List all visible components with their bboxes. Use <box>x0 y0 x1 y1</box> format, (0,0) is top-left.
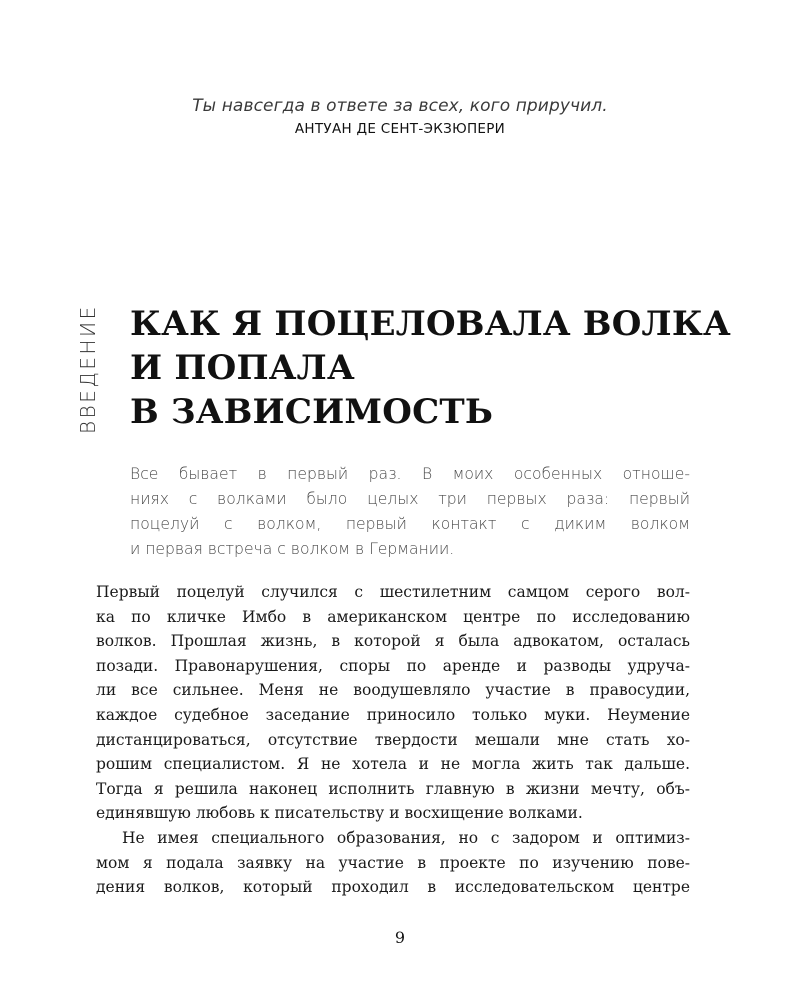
body-line: единявшую любовь к писательству и восхищение волками. <box>96 804 583 823</box>
epigraph <box>0 94 800 137</box>
chapter-title-line: И ПОПАЛА <box>130 348 355 388</box>
lead-line: поцелуй с волком, первый контакт с диким волком <box>130 515 690 533</box>
body-line: дистанцироваться, отсутствие твердости мешали мне стать хо- <box>96 730 690 749</box>
body-line: дения волков, который проходил в исследовательском центре <box>96 878 690 897</box>
lead-line: Все бывает в первый раз. В моих особенных отноше- <box>130 465 690 483</box>
body-line: Тогда я решила наконец исполнить главную в жизни мечту, объ- <box>96 779 690 798</box>
lead-line: ниях с волками было целых три первых раза: первый <box>130 490 690 508</box>
lead-line: и первая встреча с волком в Германии. <box>130 540 455 558</box>
body-line: волков. Прошлая жизнь, в которой я была адвокатом, осталась <box>96 632 690 651</box>
page-number: 9 <box>394 928 406 947</box>
chapter-title-line: В ЗАВИСИМОСТЬ <box>130 392 494 432</box>
body-line: мом я подала заявку на участие в проекте по изучению пове- <box>96 853 690 872</box>
body-line: каждое судебное заседание приносило только муки. Неумение <box>96 705 690 724</box>
chapter-title <box>130 302 750 434</box>
body-line: Не имея специального образования, но с задором и оптимиз- <box>122 828 690 847</box>
body-text <box>96 580 690 900</box>
body-line: рошим специалистом. Я не хотела и не могла жить так дальше. <box>96 755 690 774</box>
epigraph-author: АНТУАН ДЕ СЕНТ-ЭКЗЮПЕРИ <box>294 121 506 137</box>
chapter-label <box>76 300 106 440</box>
body-line: ка по кличке Имбо в американском центре по исследованию <box>96 607 690 626</box>
body-line: позади. Правонарушения, споры по аренде и разводы удруча- <box>96 656 690 675</box>
body-line: Первый поцелуй случился с шестилетним самцом серого вол- <box>96 583 690 601</box>
lead-paragraph <box>130 462 690 562</box>
chapter-label-text: ВВЕДЕНИЕ <box>76 304 100 434</box>
chapter-title-line: КАК Я ПОЦЕЛОВАЛА ВОЛКА <box>130 304 731 344</box>
body-line: ли все сильнее. Меня не воодушевляло участие в правосудии, <box>96 681 690 700</box>
epigraph-quote: Ты навсегда в ответе за всех, кого приручил. <box>192 96 608 116</box>
